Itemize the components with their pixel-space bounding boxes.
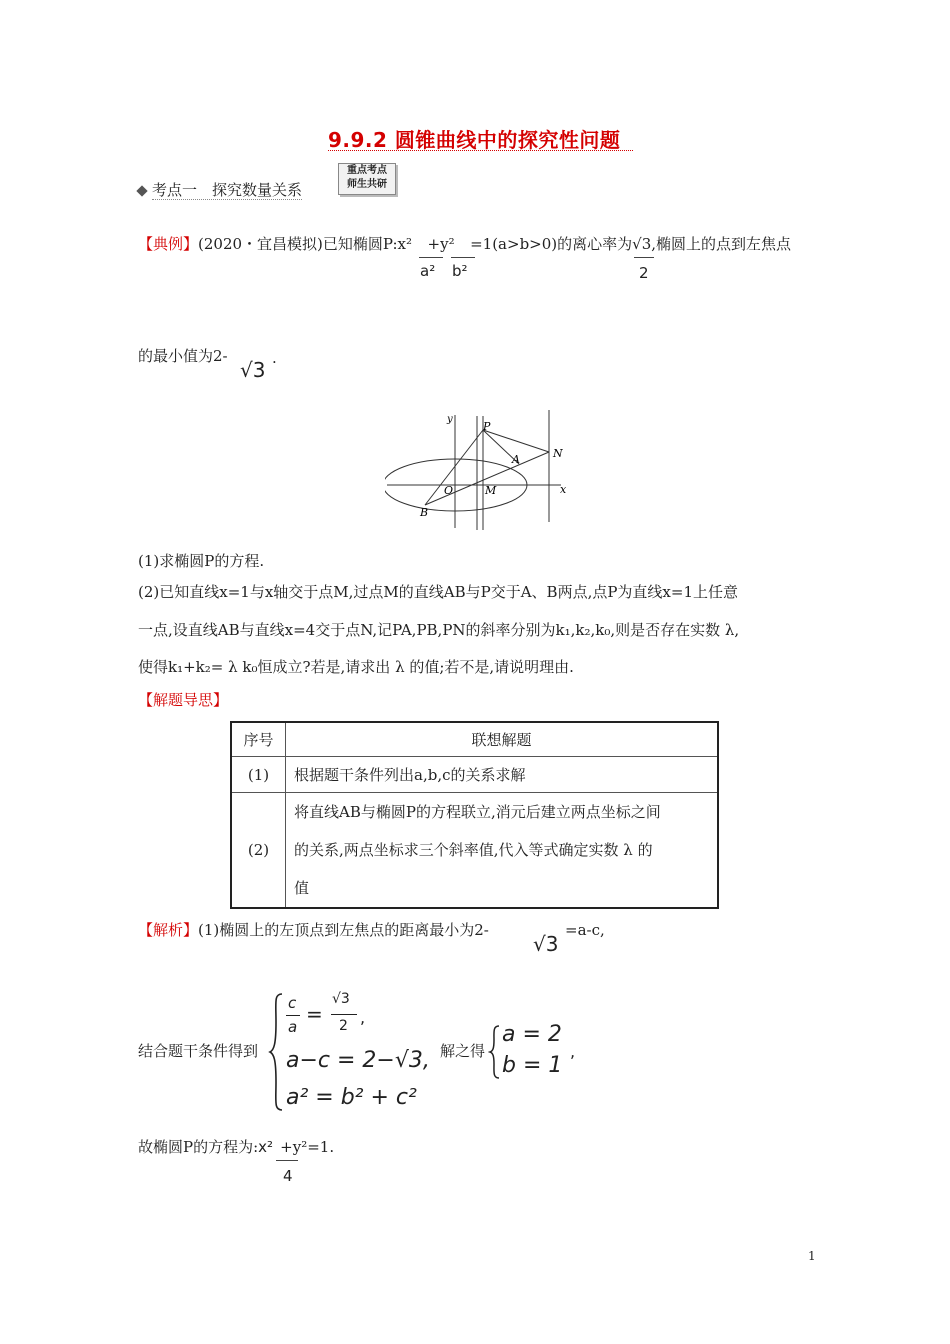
solution-text-b: =a-c, — [565, 921, 605, 939]
sys1-bar-2 — [331, 1014, 357, 1015]
frac-bar-1 — [419, 257, 443, 258]
badge-line-2: 师生共研 — [347, 179, 387, 190]
page-number: 1 — [808, 1249, 816, 1263]
solution-sqrt3: √3 — [533, 932, 559, 956]
page-title: 9.9.2 圆锥曲线中的探究性问题 — [328, 128, 621, 152]
system-brace-icon — [268, 992, 286, 1112]
frac-x2: x² — [397, 235, 412, 253]
guide-tag: 【解题导思】 — [138, 691, 229, 709]
label-A: A — [512, 453, 520, 466]
question-2-line-3: 使得k₁+k₂= λ k₀恒成立?若是,请求出 λ 的值;若不是,请说明理由. — [138, 658, 574, 676]
eccentricity-sqrt3: √3 — [632, 235, 652, 253]
row-2-line-3: 值 — [294, 879, 310, 897]
label-B: B — [420, 506, 429, 519]
label-O: O — [444, 484, 454, 497]
sys1-a: a — [288, 1018, 298, 1036]
badge-line-1: 重点考点 — [347, 165, 387, 176]
solution-line-1 — [138, 920, 489, 940]
row-1-no: (1) — [231, 757, 286, 793]
label-y: y — [447, 414, 453, 425]
example-text-b: =1(a>b>0)的离心率为 — [470, 235, 633, 253]
label-N: N — [553, 447, 563, 460]
sys1-comma: , — [360, 1008, 366, 1027]
question-2-line-2: 一点,设直线AB与直线x=4交于点N,记PA,PB,PN的斜率分别为k₁,k₂,k₀,则是否存在实数 λ, — [138, 621, 740, 639]
label-M: M — [485, 484, 497, 497]
solution-text-a: (1)椭圆上的左顶点到左焦点的距离最小为2- — [198, 921, 489, 939]
min-value-sqrt3: √3 — [240, 358, 266, 382]
guide-table — [230, 721, 719, 909]
final-text-a: 故椭圆P的方程为: — [138, 1138, 259, 1156]
final-line — [138, 1137, 334, 1157]
sys1-bar-1 — [286, 1015, 300, 1016]
final-frac-bar — [276, 1160, 298, 1161]
sys3: a² = b² + c² — [286, 1085, 417, 1110]
section-heading — [138, 180, 302, 200]
result-brace-icon — [488, 1024, 502, 1080]
frac-den-a2: a² — [420, 262, 436, 280]
frac-bar-2 — [451, 257, 475, 258]
solution-tag: 【解析】 — [138, 921, 199, 939]
question-2-line-1: (2)已知直线x=1与x轴交于点M,过点M的直线AB与P交于A、B两点,点P为直线x=1上任意 — [138, 583, 739, 601]
result-comma: , — [570, 1042, 576, 1061]
table-header-row — [231, 722, 718, 757]
question-1: (1)求椭圆P的方程. — [138, 552, 265, 570]
diamond-bullet-icon — [136, 185, 147, 196]
title-underline — [328, 150, 633, 151]
row-1-text: 根据题干条件列出a,b,c的关系求解 — [286, 757, 719, 793]
row-2-line-1: 将直线AB与椭圆P的方程联立,消元后建立两点坐标之间 — [294, 803, 661, 821]
row-2-text — [286, 793, 719, 909]
example-line-1 — [138, 234, 791, 254]
row-2-line-2: 的关系,两点坐标求三个斜率值,代入等式确定实数 λ 的 — [294, 841, 653, 859]
table-row — [231, 757, 718, 793]
example-text-c: ,椭圆上的点到左焦点 — [651, 235, 792, 253]
section-badge — [338, 163, 396, 195]
table-row — [231, 793, 718, 909]
frac-den-b2: b² — [452, 262, 468, 280]
final-x2: x² — [258, 1138, 274, 1156]
solve-text: 解之得 — [440, 1042, 486, 1060]
example-tag: 【典例】 — [138, 235, 199, 253]
sys1-num: √3 — [332, 991, 350, 1007]
sys1-eq: = — [306, 1002, 323, 1026]
line-pb — [425, 430, 483, 505]
header-no: 序号 — [231, 722, 286, 757]
example-text-a: (2020・宜昌模拟)已知椭圆P: — [198, 235, 398, 253]
result-b: b = 1 — [502, 1053, 563, 1078]
min-value-period: . — [272, 349, 277, 367]
result-a: a = 2 — [502, 1022, 562, 1047]
header-idea: 联想解题 — [286, 722, 719, 757]
label-P: P — [483, 420, 491, 433]
sys1-c: c — [288, 994, 297, 1012]
frac-y2: y² — [440, 235, 455, 253]
row-2-no: (2) — [231, 793, 286, 909]
sys2: a−c = 2−√3, — [286, 1048, 430, 1073]
sys1-den: 2 — [339, 1018, 348, 1034]
example-line-2 — [138, 346, 228, 366]
combine-text: 结合题干条件得到 — [138, 1042, 259, 1060]
final-den: 4 — [283, 1167, 293, 1185]
ellipse-figure — [385, 410, 575, 535]
frac-den-2: 2 — [639, 264, 649, 282]
line-pn — [483, 430, 549, 452]
line-ab — [425, 452, 549, 505]
frac-bar-3 — [634, 257, 654, 258]
example-plus: + — [427, 235, 441, 253]
final-text-b: +y²=1. — [280, 1138, 335, 1156]
section-label: 考点一 探究数量关系 — [152, 181, 303, 199]
label-x: x — [560, 483, 567, 496]
min-value-text: 的最小值为2- — [138, 347, 228, 365]
